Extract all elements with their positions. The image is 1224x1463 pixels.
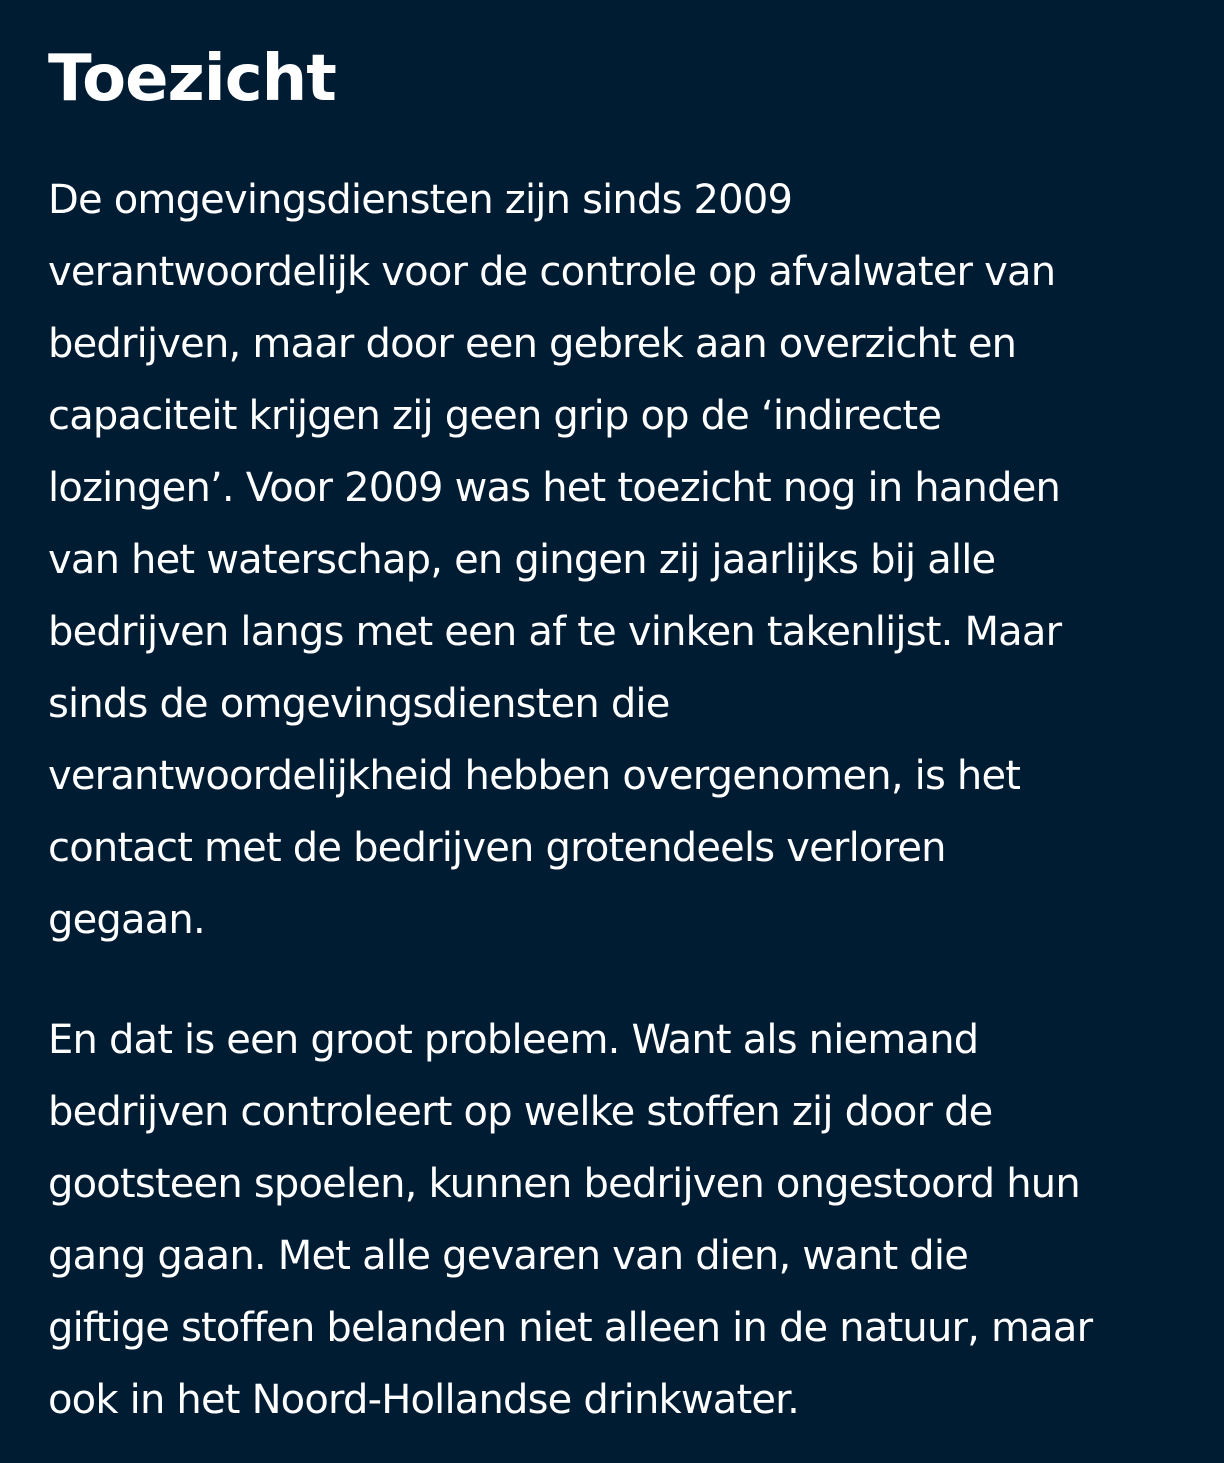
text-line: bedrijven controleert op welke stoffen zij door de bbox=[48, 1089, 993, 1135]
text-line: contact met de bedrijven grotendeels verloren bbox=[48, 825, 946, 871]
text-line: sinds de omgevingsdiensten die bbox=[48, 681, 670, 727]
paragraph-1 bbox=[48, 164, 1184, 956]
text-line: ook in het Noord-Hollandse drinkwater. bbox=[48, 1377, 800, 1423]
text-line: En dat is een groot probleem. Want als niemand bbox=[48, 1017, 979, 1063]
section-heading: Toezicht bbox=[48, 42, 336, 116]
text-line: verantwoordelijkheid hebben overgenomen, is het bbox=[48, 753, 1021, 799]
text-line: gootsteen spoelen, kunnen bedrijven ongestoord hun bbox=[48, 1161, 1080, 1207]
text-line: bedrijven, maar door een gebrek aan overzicht en bbox=[48, 321, 1017, 367]
text-line: bedrijven langs met een af te vinken takenlijst. Maar bbox=[48, 609, 1062, 655]
text-line: van het waterschap, en gingen zij jaarlijks bij alle bbox=[48, 537, 996, 583]
text-line: giftige stoffen belanden niet alleen in de natuur, maar bbox=[48, 1305, 1093, 1351]
text-line: De omgevingsdiensten zijn sinds 2009 bbox=[48, 177, 793, 223]
text-line: gang gaan. Met alle gevaren van dien, want die bbox=[48, 1233, 968, 1279]
text-line: verantwoordelijk voor de controle op afvalwater van bbox=[48, 249, 1056, 295]
text-line: capaciteit krijgen zij geen grip op de ‘indirecte bbox=[48, 393, 942, 439]
text-line: lozingen’. Voor 2009 was het toezicht nog in handen bbox=[48, 465, 1061, 511]
text-line: gegaan. bbox=[48, 897, 205, 943]
paragraph-2 bbox=[48, 1004, 1184, 1436]
